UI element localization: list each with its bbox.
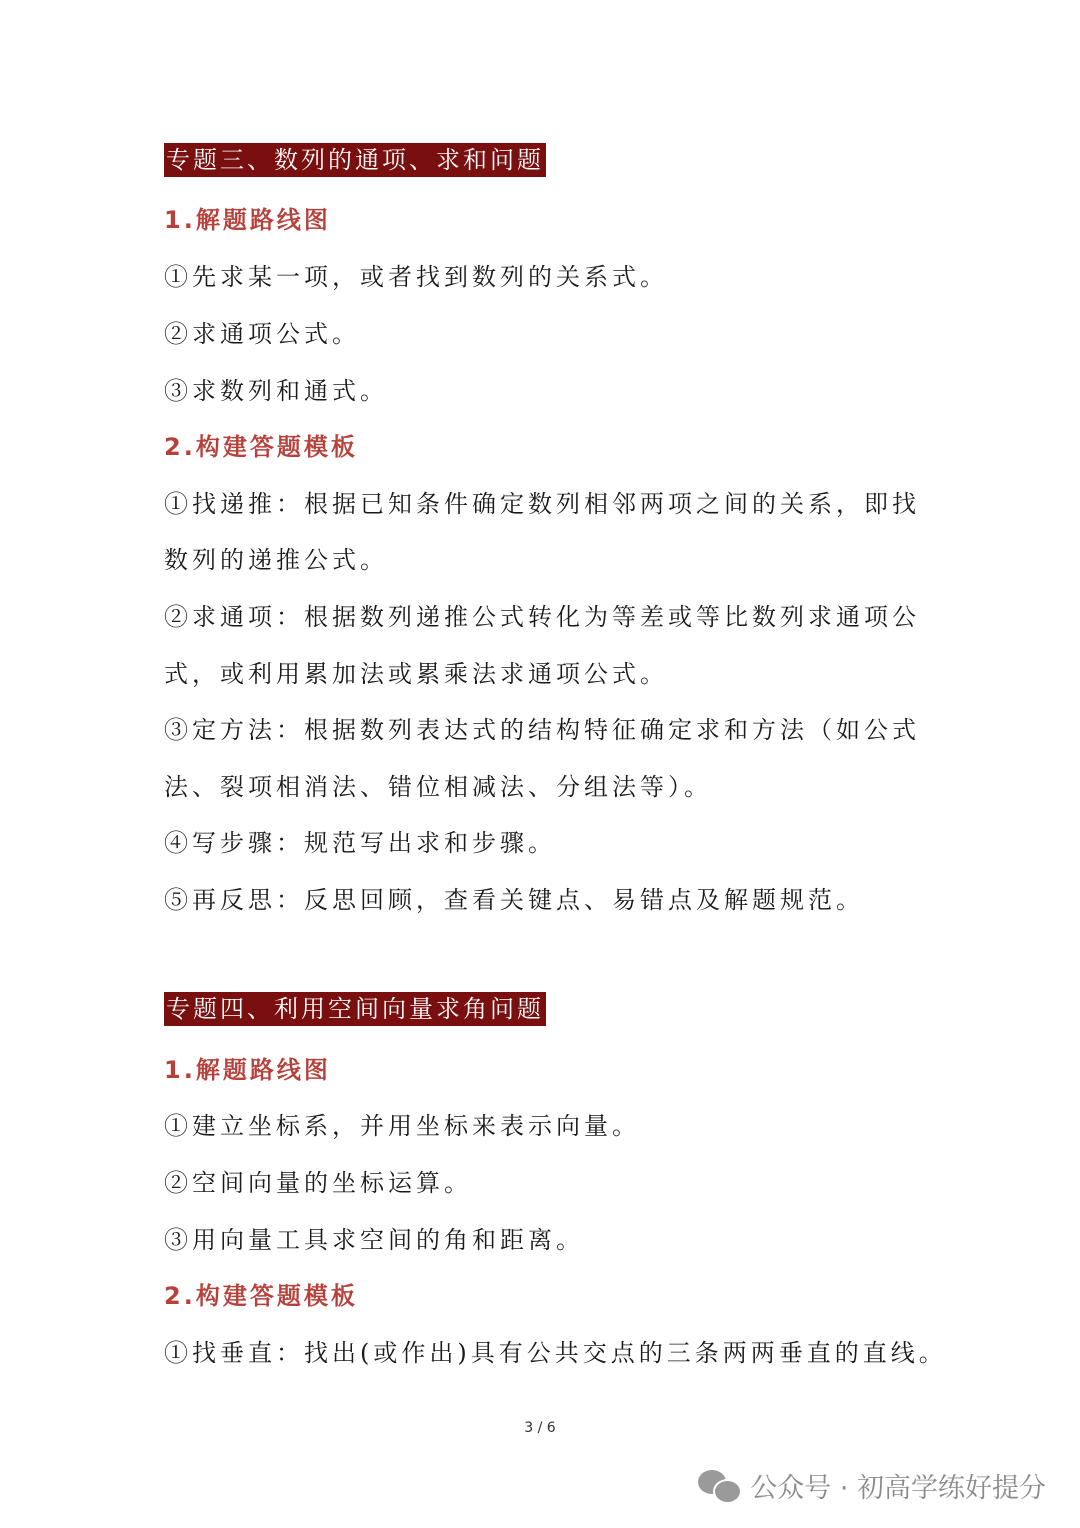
route-step-2: ②求通项公式。 xyxy=(164,320,360,348)
subheading-template-4: 2.构建答题模板 xyxy=(164,1282,358,1310)
template-line: ②求通项：根据数列递推公式转化为等差或等比数列求通项公 xyxy=(164,603,920,631)
template-line: 式，或利用累加法或累乘法求通项公式。 xyxy=(164,660,668,688)
template-line: 法、裂项相消法、错位相减法、分组法等）。 xyxy=(164,773,712,801)
template-line: ④写步骤：规范写出求和步骤。 xyxy=(164,829,556,857)
wechat-icon xyxy=(698,1468,740,1504)
subheading-template-3: 2.构建答题模板 xyxy=(164,433,358,461)
template-line: ③定方法：根据数列表达式的结构特征确定求和方法（如公式 xyxy=(164,716,920,744)
subheading-route-4: 1.解题路线图 xyxy=(164,1056,331,1084)
subheading-route-3: 1.解题路线图 xyxy=(164,206,331,234)
route-step-1: ①建立坐标系，并用坐标来表示向量。 xyxy=(164,1112,640,1140)
route-step-1: ①先求某一项，或者找到数列的关系式。 xyxy=(164,263,668,291)
route-step-3: ③用向量工具求空间的角和距离。 xyxy=(164,1226,584,1254)
route-step-2: ②空间向量的坐标运算。 xyxy=(164,1169,472,1197)
template-line: ⑤再反思：反思回顾，查看关键点、易错点及解题规范。 xyxy=(164,886,864,914)
route-step-3: ③求数列和通式。 xyxy=(164,377,388,405)
template-line: ①找垂直：找出(或作出)具有公共交点的三条两两垂直的直线。 xyxy=(164,1339,947,1367)
topic-header-3: 专题三、数列的通项、求和问题 xyxy=(164,143,546,177)
template-line: ①找递推：根据已知条件确定数列相邻两项之间的关系，即找 xyxy=(164,490,920,518)
template-line: 数列的递推公式。 xyxy=(164,546,388,574)
page-number: 3 / 6 xyxy=(524,1420,556,1436)
watermark xyxy=(698,1466,1046,1505)
watermark-text: 公众号 · 初高学练好提分 xyxy=(750,1473,1046,1504)
topic-header-4: 专题四、利用空间向量求角问题 xyxy=(164,992,546,1026)
